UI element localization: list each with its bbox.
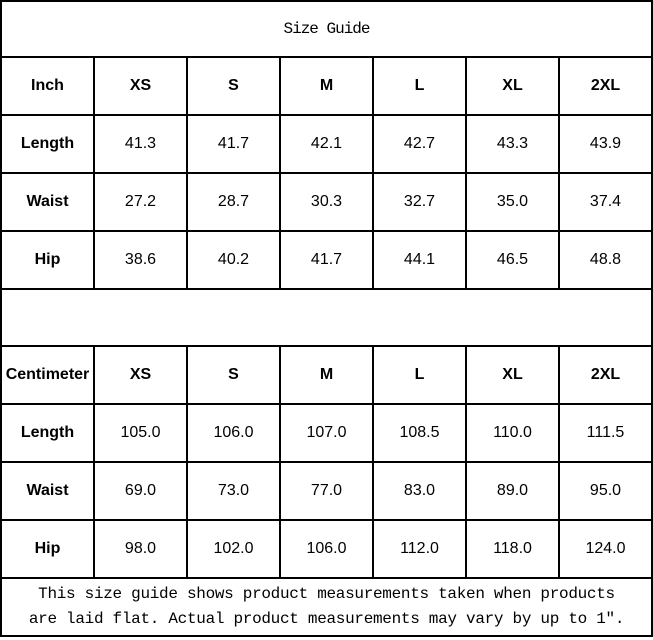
row-label-length: Length (1, 404, 94, 462)
size-header-xs: XS (94, 57, 187, 115)
page-title: Size Guide (1, 1, 652, 57)
measurement-cell: 41.7 (280, 231, 373, 289)
measurement-cell: 46.5 (466, 231, 559, 289)
row-label-length: Length (1, 115, 94, 173)
measurement-cell: 124.0 (559, 520, 652, 578)
measurement-cell: 42.7 (373, 115, 466, 173)
measurement-cell: 83.0 (373, 462, 466, 520)
row-label-waist: Waist (1, 173, 94, 231)
measurement-cell: 102.0 (187, 520, 280, 578)
size-header-s: S (187, 57, 280, 115)
measurement-cell: 30.3 (280, 173, 373, 231)
measurement-cell: 110.0 (466, 404, 559, 462)
measurement-cell: 105.0 (94, 404, 187, 462)
size-header-l: L (373, 346, 466, 404)
unit-header-centimeter: Centimeter (1, 346, 94, 404)
measurement-cell: 38.6 (94, 231, 187, 289)
footnote (1, 578, 652, 636)
row-label-hip: Hip (1, 231, 94, 289)
footnote-row (1, 578, 652, 636)
size-header-xs: XS (94, 346, 187, 404)
size-header-2xl: 2XL (559, 346, 652, 404)
measurement-cell: 40.2 (187, 231, 280, 289)
measurement-cell: 95.0 (559, 462, 652, 520)
spacer-cell (1, 289, 652, 346)
measurement-cell: 98.0 (94, 520, 187, 578)
measurement-cell: 112.0 (373, 520, 466, 578)
measurement-cell: 69.0 (94, 462, 187, 520)
title-row (1, 1, 652, 57)
measurement-cell: 89.0 (466, 462, 559, 520)
measurement-cell: 32.7 (373, 173, 466, 231)
measurement-cell: 48.8 (559, 231, 652, 289)
size-header-xl: XL (466, 57, 559, 115)
measurement-cell: 43.3 (466, 115, 559, 173)
inch-header-row (1, 57, 652, 115)
size-header-2xl: 2XL (559, 57, 652, 115)
row-label-waist: Waist (1, 462, 94, 520)
measurement-cell: 111.5 (559, 404, 652, 462)
spacer-row (1, 289, 652, 346)
measurement-cell: 28.7 (187, 173, 280, 231)
measurement-cell: 106.0 (187, 404, 280, 462)
measurement-cell: 43.9 (559, 115, 652, 173)
size-header-m: M (280, 346, 373, 404)
measurement-cell: 106.0 (280, 520, 373, 578)
cm-header-row (1, 346, 652, 404)
measurement-cell: 37.4 (559, 173, 652, 231)
size-header-m: M (280, 57, 373, 115)
measurement-cell: 118.0 (466, 520, 559, 578)
footnote-line-1: This size guide shows product measurements taken when products (38, 585, 615, 603)
size-header-l: L (373, 57, 466, 115)
table-row-inch-hip (1, 231, 652, 289)
measurement-cell: 107.0 (280, 404, 373, 462)
measurement-cell: 44.1 (373, 231, 466, 289)
unit-header-inch: Inch (1, 57, 94, 115)
measurement-cell: 108.5 (373, 404, 466, 462)
footnote-line-2: are laid flat. Actual product measurements may vary by up to 1″. (28, 610, 625, 628)
table-row-cm-hip (1, 520, 652, 578)
measurement-cell: 41.3 (94, 115, 187, 173)
measurement-cell: 77.0 (280, 462, 373, 520)
measurement-cell: 35.0 (466, 173, 559, 231)
measurement-cell: 73.0 (187, 462, 280, 520)
size-header-xl: XL (466, 346, 559, 404)
size-header-s: S (187, 346, 280, 404)
row-label-hip: Hip (1, 520, 94, 578)
table-row-inch-length (1, 115, 652, 173)
table-row-inch-waist (1, 173, 652, 231)
measurement-cell: 41.7 (187, 115, 280, 173)
measurement-cell: 27.2 (94, 173, 187, 231)
measurement-cell: 42.1 (280, 115, 373, 173)
table-row-cm-waist (1, 462, 652, 520)
table-row-cm-length (1, 404, 652, 462)
